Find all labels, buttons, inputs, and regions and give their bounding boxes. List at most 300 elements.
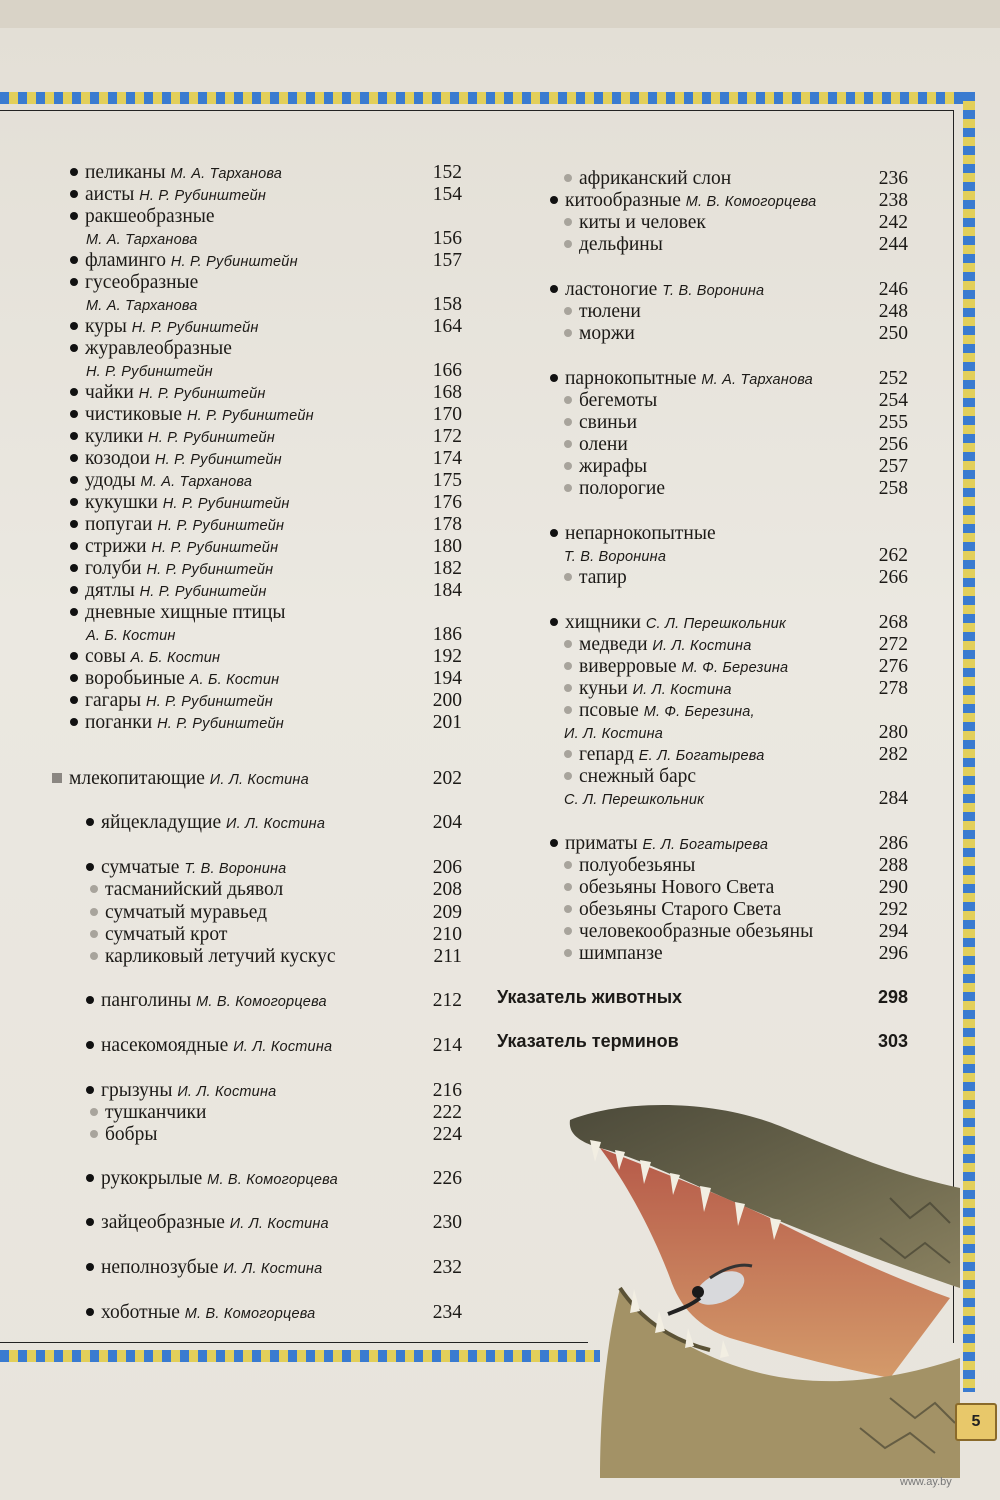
book-page [0,28,1000,1500]
entry-author: И. Л. Костина [177,1084,277,1100]
entry-name: обезьяны Старого Света [579,899,782,920]
entry-text [70,514,284,537]
entry-text [70,272,198,294]
bullet-icon [564,462,572,470]
entry-text [564,168,731,190]
entry-text [564,656,788,679]
right-entry[interactable] [550,567,908,589]
left-entry[interactable] [70,1212,462,1234]
right-entry[interactable] [550,656,908,678]
bullet-icon [564,861,572,869]
left-entry[interactable] [70,946,462,968]
entry-name: бобры [105,1124,158,1145]
entry-page: 186 [432,624,462,645]
entry-text [70,492,290,515]
entry-text [564,301,641,323]
bullet-icon [70,564,78,572]
bullet-icon [564,640,572,648]
right-entry[interactable] [550,722,908,744]
bullet-icon [86,1041,94,1049]
bullet-icon [564,396,572,404]
right-entry[interactable] [550,323,908,345]
left-entry[interactable] [70,514,462,536]
entry-page: 157 [432,250,462,271]
square-bullet-icon [52,773,62,783]
bullet-icon [86,863,94,871]
entry-name: неполнозубые [101,1257,219,1278]
entry-text [564,788,704,811]
entry-name: гагары [85,690,142,711]
entry-text [564,722,663,745]
entry-name: киты и человек [579,212,706,233]
left-entry[interactable] [70,1257,462,1279]
entry-page: 272 [878,634,908,655]
entry-author: М. В. Комогорцева [207,1172,338,1188]
left-entry[interactable] [70,316,462,338]
entry-page: 284 [878,788,908,809]
right-entry[interactable] [550,545,908,567]
left-entry[interactable] [70,184,462,206]
entry-author: Н. Р. Рубинштейн [151,540,279,556]
watermark: www.ay.by [900,1476,952,1488]
bullet-icon [86,1218,94,1226]
entry-page: 246 [878,279,908,300]
bullet-icon [86,818,94,826]
right-entry[interactable] [550,390,908,412]
entry-text [550,190,816,213]
bullet-icon [550,839,558,847]
entry-name: бегемоты [579,390,658,411]
left-entry[interactable] [70,1080,462,1102]
entry-name: чайки [85,382,134,403]
entry-text [564,478,665,500]
entry-text [70,602,285,624]
bullet-icon [564,307,572,315]
bullet-icon [70,168,78,176]
entry-text [70,580,267,603]
entry-text [90,924,227,946]
left-entry[interactable] [70,1124,462,1146]
entry-text [564,545,666,568]
entry-name: попугаи [85,514,153,535]
left-entry[interactable] [70,206,462,228]
entry-page: 294 [878,921,908,942]
entry-text [86,228,198,251]
entry-page: 182 [432,558,462,579]
entry-name: фламинго [85,250,167,271]
left-entry[interactable] [70,360,462,382]
entry-page: 204 [432,812,462,833]
entry-page: 224 [432,1124,462,1145]
right-entry[interactable] [550,744,908,766]
entry-page: 211 [433,946,462,967]
entry-name: дятлы [85,580,135,601]
entry-page: 258 [878,478,908,499]
bullet-icon [70,388,78,396]
right-entry[interactable] [550,788,908,810]
entry-text [564,766,696,788]
entry-text [70,316,259,339]
bullet-icon [550,529,558,537]
bullet-icon [70,278,78,286]
right-entry[interactable] [550,234,908,256]
left-entry[interactable] [70,558,462,580]
bullet-icon [564,218,572,226]
bullet-icon [564,684,572,692]
left-entry[interactable] [70,382,462,404]
entry-name: яйцекладущие [101,812,222,833]
entry-author: Е. Л. Богатырева [638,748,765,764]
entry-page: 290 [878,877,908,898]
bullet-icon [564,662,572,670]
bullet-icon [90,908,98,916]
left-entry[interactable] [70,250,462,272]
entry-name: шимпанзе [579,943,663,964]
entry-text [70,646,220,669]
entry-name: поганки [85,712,153,733]
right-entry[interactable] [550,434,908,456]
crocodile-illustration [560,1078,960,1478]
entry-author: С. Л. Перешкольник [564,792,705,808]
entry-name: китообразные [565,190,681,211]
entry-name: тушканчики [105,1102,207,1123]
left-entry[interactable] [70,448,462,470]
bullet-icon [70,344,78,352]
entry-name: сумчатые [101,857,180,878]
right-entry[interactable] [550,943,908,965]
entry-author: Н. Р. Рубинштейн [146,694,273,710]
entry-page: 194 [432,668,462,689]
entry-author: Н. Р. Рубинштейн [148,430,275,446]
right-entry[interactable] [550,612,908,634]
entry-name: олени [579,434,628,455]
left-entry[interactable] [70,536,462,558]
entry-page: 257 [878,456,908,477]
entry-name: обезьяны Нового Света [579,877,775,898]
entry-page: 202 [432,768,462,789]
entry-text [564,921,813,943]
entry-text [70,184,266,207]
entry-page: 255 [878,412,908,433]
right-entry[interactable] [550,678,908,700]
bullet-icon [90,1130,98,1138]
entry-text [564,877,774,899]
entry-page: 152 [432,162,462,183]
entry-text [564,634,751,657]
entry-page: 168 [432,382,462,403]
entry-text [70,206,215,228]
entry-name: сумчатый крот [105,924,228,945]
entry-author: И. Л. Костина [233,1039,333,1055]
entry-text [564,678,732,701]
entry-author: Н. Р. Рубинштейн [162,496,290,512]
entry-page: 170 [432,404,462,425]
entry-page: 244 [878,234,908,255]
entry-name: виверровые [579,656,677,677]
entry-text [564,323,635,345]
entry-name: зайцеобразные [101,1212,225,1233]
entry-name: ластоногие [565,279,658,300]
entry-page: 158 [432,294,462,315]
left-entry[interactable] [70,580,462,602]
bullet-icon [550,196,558,204]
entry-name: стрижи [85,536,147,557]
entry-text [550,279,764,302]
left-entry[interactable] [70,990,462,1012]
bullet-icon [70,256,78,264]
right-entry[interactable] [550,478,908,500]
entry-text [550,612,786,635]
bullet-icon [564,174,572,182]
right-entry[interactable] [550,899,908,921]
frame-bottom-line [0,1342,588,1343]
entry-page: 176 [432,492,462,513]
entry-name: ракшеобразные [85,206,215,227]
entry-text [86,857,286,880]
bullet-icon [564,883,572,891]
entry-author: Н. Р. Рубинштейн [86,364,213,380]
left-entry[interactable] [70,624,462,646]
entry-name: гусеобразные [85,272,199,293]
left-entry[interactable] [70,1102,462,1124]
entry-name: тапир [579,567,627,588]
entry-name: чистиковые [85,404,183,425]
left-entry[interactable] [70,690,462,712]
index-entry-animals[interactable]: Указатель животных 298 [497,987,908,1007]
entry-text [70,338,232,360]
entry-text [564,456,647,478]
entry-name: приматы [565,833,638,854]
bullet-icon [70,520,78,528]
entry-name: хоботные [101,1302,180,1323]
entry-page: 286 [878,833,908,854]
right-entry[interactable] [550,190,908,212]
index-entry-terms[interactable]: Указатель терминов 303 [497,1031,908,1051]
right-entry[interactable] [550,766,908,788]
left-entry[interactable] [70,857,462,879]
entry-name: совы [85,646,126,667]
entry-author: И. Л. Костина [229,1216,329,1232]
left-entry[interactable] [70,162,462,184]
left-entry[interactable] [70,426,462,448]
bullet-icon [90,1108,98,1116]
left-entry[interactable] [70,924,462,946]
bullet-icon [564,440,572,448]
entry-author: И. Л. Костина [564,726,664,742]
bullet-icon [86,996,94,1004]
entry-text [70,470,252,493]
entry-name: африканский слон [579,168,732,189]
entry-author: И. Л. Костина [209,772,309,788]
right-entry[interactable] [550,368,908,390]
entry-text [70,536,278,559]
right-entry[interactable] [550,700,908,722]
entry-page: 248 [878,301,908,322]
right-entry[interactable] [550,301,908,323]
entry-author: И. Л. Костина [223,1261,323,1277]
entry-page: 230 [432,1212,462,1233]
entry-text [52,768,309,791]
entry-author: М. Ф. Березина, [643,704,755,720]
left-entry[interactable] [70,768,462,790]
left-entry[interactable] [70,492,462,514]
entry-author: Н. Р. Рубинштейн [131,320,259,336]
entry-page: 268 [878,612,908,633]
entry-name: тюлени [579,301,641,322]
entry-text [564,412,637,434]
entry-page: 154 [432,184,462,205]
left-entry[interactable] [70,338,462,360]
entry-page: 250 [878,323,908,344]
left-entry[interactable] [70,1168,462,1190]
entry-text [90,946,336,968]
entry-name: грызуны [101,1080,173,1101]
bullet-icon [564,750,572,758]
entry-page: 175 [432,470,462,491]
entry-page: 209 [432,902,462,923]
entry-text [70,404,314,427]
entry-page: 180 [432,536,462,557]
left-entry[interactable] [70,646,462,668]
entry-name: кукушки [85,492,158,513]
entry-author: Н. Р. Рубинштейн [138,386,266,402]
entry-name: пеликаны [85,162,166,183]
bullet-icon [70,454,78,462]
entry-name: млекопитающие [69,768,205,789]
right-entry[interactable] [550,855,908,877]
right-entry[interactable] [550,412,908,434]
bullet-icon [564,772,572,780]
entry-text [86,1168,338,1191]
entry-text [564,744,764,767]
bullet-icon [70,476,78,484]
entry-page: 236 [878,168,908,189]
entry-text [90,879,283,901]
left-entry[interactable] [70,668,462,690]
entry-author: Т. В. Воронина [184,861,287,877]
entry-author: И. Л. Костина [226,816,326,832]
left-entry[interactable] [70,294,462,316]
entry-page: 208 [432,879,462,900]
right-entry[interactable] [550,921,908,943]
entry-text [564,943,663,965]
entry-text [564,212,706,234]
entry-page: 226 [432,1168,462,1189]
entry-name: голуби [85,558,142,579]
entry-author: М. А. Тарханова [86,298,198,314]
entry-author: Н. Р. Рубинштейн [139,584,267,600]
entry-text [70,558,273,581]
bullet-icon [564,905,572,913]
right-entry[interactable] [550,279,908,301]
bullet-icon [550,374,558,382]
entry-author: Н. Р. Рубинштейн [186,408,314,424]
entry-name: куньи [579,678,628,699]
left-entry[interactable] [70,228,462,250]
entry-text [550,523,716,545]
entry-author: А. Б. Костин [86,628,176,644]
bullet-icon [90,952,98,960]
bullet-icon [564,706,572,714]
entry-author: С. Л. Перешкольник [645,616,787,632]
entry-page: 192 [432,646,462,667]
left-entry[interactable] [70,272,462,294]
toc-right-column [550,168,908,1008]
border-top [0,92,975,104]
right-entry[interactable] [550,833,908,855]
bullet-icon [70,432,78,440]
entry-name: полуобезьяны [579,855,696,876]
left-entry[interactable] [70,879,462,901]
bullet-icon [564,573,572,581]
bullet-icon [564,927,572,935]
bullet-icon [70,498,78,506]
toc-left-column [70,162,462,1342]
bullet-icon [564,484,572,492]
entry-text [86,1080,276,1103]
bullet-icon [90,885,98,893]
bullet-icon [70,652,78,660]
left-entry[interactable] [70,1302,462,1324]
entry-text [564,234,663,256]
entry-name: аисты [85,184,135,205]
entry-page: 216 [432,1080,462,1101]
entry-text [564,700,755,723]
right-entry[interactable] [550,212,908,234]
entry-page: 280 [878,722,908,743]
entry-text [550,833,768,856]
entry-name: снежный барс [579,766,697,787]
entry-page: 200 [432,690,462,711]
entry-text [70,690,273,713]
entry-text [90,902,267,924]
left-entry[interactable] [70,1035,462,1057]
right-entry[interactable] [550,634,908,656]
right-entry[interactable] [550,523,908,545]
border-bottom [0,1350,600,1362]
right-entry[interactable] [550,877,908,899]
entry-page: 184 [432,580,462,601]
left-entry[interactable] [70,404,462,426]
right-entry[interactable] [550,456,908,478]
entry-author: А. Б. Костин [130,650,221,666]
entry-page: 266 [878,567,908,588]
entry-text [70,162,282,185]
page-number-badge [955,1403,997,1441]
entry-author: Н. Р. Рубинштейн [157,518,285,534]
bullet-icon [70,212,78,220]
entry-name: свиньи [579,412,638,433]
left-entry[interactable] [70,712,462,734]
entry-text [90,1102,206,1124]
entry-page: 232 [432,1257,462,1278]
entry-name: человекообразные обезьяны [579,921,814,942]
entry-text [550,368,813,391]
left-entry[interactable] [70,812,462,834]
left-entry[interactable] [70,470,462,492]
bullet-icon [70,696,78,704]
left-entry[interactable] [70,902,462,924]
entry-name: карликовый летучий кускус [105,946,336,967]
right-entry[interactable] [550,168,908,190]
entry-name: медведи [579,634,648,655]
entry-name: полорогие [579,478,665,499]
bullet-icon [86,1174,94,1182]
entry-page: 256 [878,434,908,455]
entry-name: воробьиные [85,668,185,689]
entry-author: М. В. Комогорцева [196,994,327,1010]
left-entry[interactable] [70,602,462,624]
